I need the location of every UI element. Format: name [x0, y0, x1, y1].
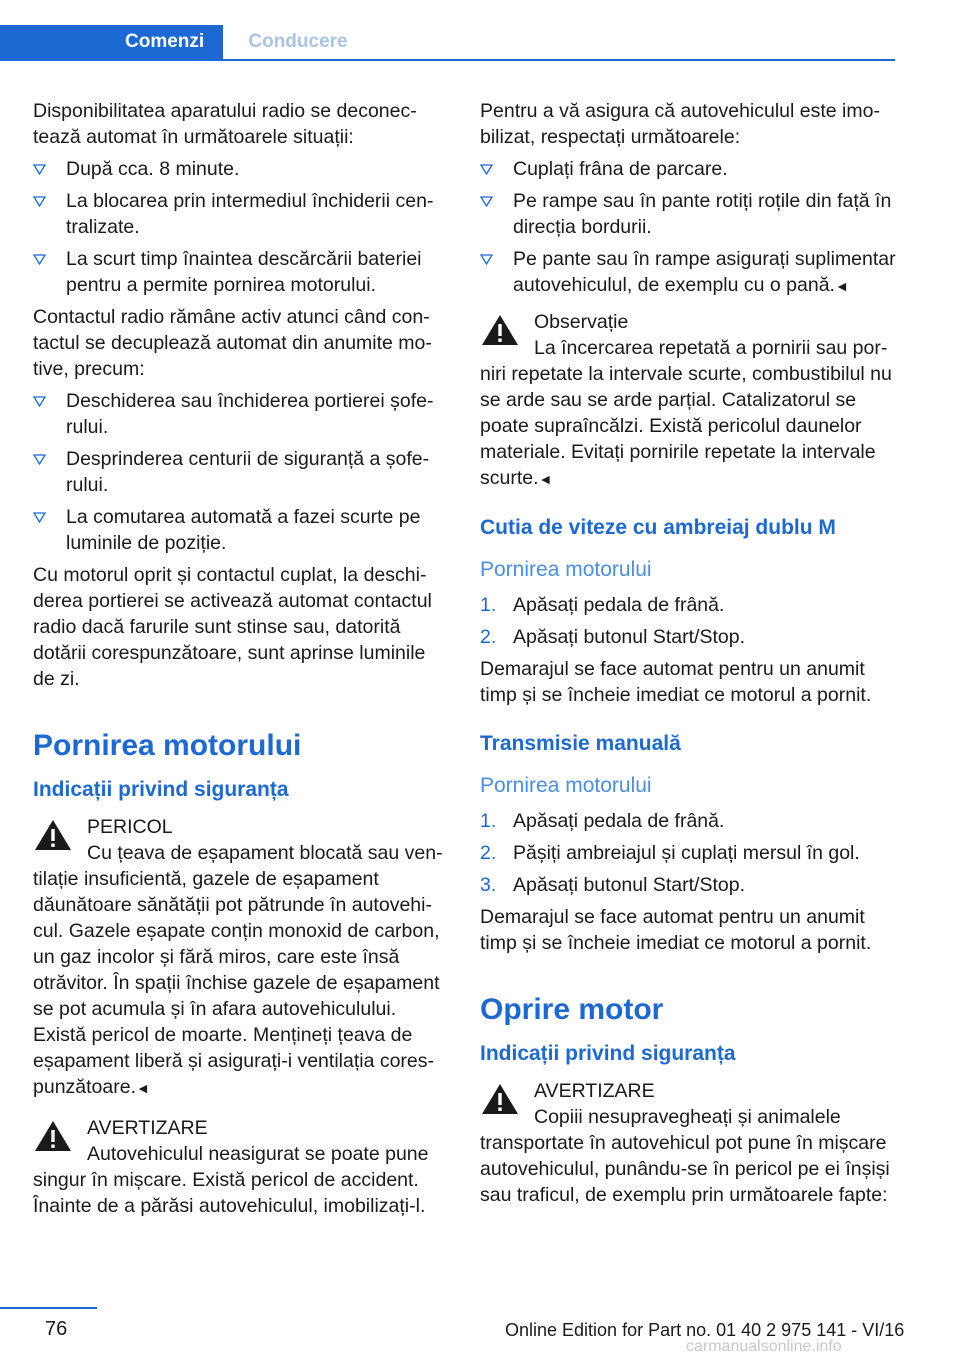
notice-title: PERICOL: [87, 816, 173, 838]
warning-notice: [480, 1078, 898, 1208]
bullet-list: [33, 388, 448, 556]
paragraph: Disponibilitatea aparatului radio se deconectează automat în următoarele situații:: [33, 100, 417, 148]
list-item: Desprinderea centurii de siguranță a șoferului.: [33, 446, 448, 498]
chapter-tab-bar: [0, 25, 895, 61]
list-item: La comutarea automată a fazei scurte pe luminile de poziție.: [33, 504, 448, 556]
list-item: Cuplați frâna de parcare.: [480, 156, 898, 182]
warning-notice: [33, 1115, 448, 1219]
section-heading: Pornirea motorului: [33, 729, 302, 762]
notice-text: Autovehiculul neasigurat se poate pune singur în mișcare. Există pericol de accident. Înainte de a părăsi autovehiculul, imobilizați-l.: [33, 1143, 429, 1217]
tab-comenzi-label: Comenzi: [125, 31, 205, 52]
triangle-bullet-icon: [33, 446, 47, 472]
right-column: [480, 98, 898, 1214]
note-notice: [480, 309, 898, 492]
triangle-bullet-icon: [33, 188, 47, 214]
list-item: 3. Apăsați butonul Start/Stop.: [480, 874, 745, 896]
numbered-list: [480, 592, 898, 650]
numbered-list: [480, 808, 898, 898]
step-number: 2.: [480, 626, 497, 648]
list-item: La blocarea prin intermediul închiderii centralizate.: [33, 188, 448, 240]
list-item: După cca. 8 minute.: [33, 156, 448, 182]
warning-triangle-icon: [480, 313, 520, 347]
paragraph: Contactul radio rămâne activ atunci când contactul se decuplează automat din anumite motive, precum:: [33, 306, 432, 380]
step-number: 3.: [480, 874, 497, 896]
page-number-rule: [0, 1307, 97, 1309]
end-mark: ◄: [834, 278, 849, 294]
step-number: 1.: [480, 810, 497, 832]
page-number: 76: [45, 1318, 68, 1340]
warning-triangle-icon: [33, 1119, 73, 1153]
sub-subsection-heading: Pornirea motorului: [480, 558, 652, 581]
warning-triangle-icon: [33, 818, 73, 852]
list-item: Pe pante sau în rampe asigurați suplimentar autovehiculul, de exemplu cu o pană.◄: [480, 246, 898, 299]
danger-notice: [33, 814, 448, 1101]
paragraph: Pentru a vă asigura că autovehiculul este imobilizat, respectați următoarele:: [480, 100, 880, 148]
left-column: [33, 98, 448, 1225]
tab-conducere-label: Conducere: [248, 31, 348, 52]
triangle-bullet-icon: [480, 188, 494, 214]
notice-text: Cu țeava de eșapament blocată sau ventilație insuficientă, gazele de eșapament dăunătoare sănătății pot pătrunde în autovehicul. Gazele eșapate conțin monoxid de carbon, un gaz incolor și fără miros, care este însă otrăvitor. În spații închise gazele de eșapament se pot acumula și în afara autovehiculului. Există pericol de moarte. Mențineți țeava de eșapament liberă și asigurați-i ventilația corespunzătoare.: [33, 842, 443, 1098]
notice-title: AVERTIZARE: [534, 1080, 655, 1102]
tab-comenzi[interactable]: [0, 25, 223, 59]
triangle-bullet-icon: [33, 156, 47, 182]
list-item: 2. Apăsați butonul Start/Stop.: [480, 626, 745, 648]
list-item: La scurt timp înaintea descărcării bateriei pentru a permite pornirea motorului.: [33, 246, 448, 298]
notice-text: La încercarea repetată a pornirii sau porniri repetate la intervale scurte, combustibilul nu se arde sau se arde parțial. Catalizatorul se poate supraîncălzi. Există pericolul daunelor materiale. Evitați pornirile repetate la intervale scurte.: [480, 337, 892, 489]
triangle-bullet-icon: [33, 388, 47, 414]
triangle-bullet-icon: [33, 246, 47, 272]
subsection-heading: Transmisie manuală: [480, 732, 681, 755]
tab-conducere[interactable]: [223, 25, 373, 59]
list-item: 1. Apăsați pedala de frână.: [480, 810, 725, 832]
paragraph: Demarajul se face automat pentru un anumit timp și se încheie imediat ce motorul a pornit.: [480, 658, 872, 706]
warning-triangle-icon: [480, 1082, 520, 1116]
notice-title: AVERTIZARE: [87, 1117, 208, 1139]
paragraph: Demarajul se face automat pentru un anumit timp și se încheie imediat ce motorul a pornit.: [480, 906, 872, 954]
tab-bar-underline: [0, 59, 895, 61]
end-mark: ◄: [538, 471, 553, 487]
step-number: 2.: [480, 842, 497, 864]
watermark: carmanualsonline.info: [686, 1338, 842, 1355]
subsection-heading: Indicații privind siguranța: [33, 778, 289, 801]
bullet-list: [33, 156, 448, 298]
triangle-bullet-icon: [480, 156, 494, 182]
bullet-list: [480, 156, 898, 299]
section-heading: Oprire motor: [480, 993, 664, 1026]
list-item: Deschiderea sau închiderea portierei șoferului.: [33, 388, 448, 440]
notice-text: Copiii nesupravegheați și animalele transportate în autovehicul pot pune în mișcare autovehiculul, punându-se în pericol pe ei înșiși sau traficul, de exemplu prin următoarele fapte:: [480, 1106, 890, 1206]
subsection-heading: Cutia de viteze cu ambreiaj dublu M: [480, 516, 836, 539]
triangle-bullet-icon: [480, 246, 494, 272]
edition-footer: Online Edition for Part no. 01 40 2 975 141 - VI/16: [505, 1320, 905, 1340]
list-item: 2. Pășiți ambreiajul și cuplați mersul în gol.: [480, 842, 860, 864]
triangle-bullet-icon: [33, 504, 47, 530]
paragraph: Cu motorul oprit și contactul cuplat, la deschiderea portierei se activează automat contactul radio dacă farurile sunt stinse sau, datorită dotării corespunzătoare, sunt aprinse luminile de zi.: [33, 564, 432, 690]
list-item: 1. Apăsați pedala de frână.: [480, 594, 725, 616]
list-item: Pe rampe sau în pante rotiți roțile din față în direcția bordurii.: [480, 188, 898, 240]
step-number: 1.: [480, 594, 497, 616]
sub-subsection-heading: Pornirea motorului: [480, 774, 652, 797]
subsection-heading: Indicații privind siguranța: [480, 1042, 736, 1065]
notice-title: Observație: [534, 311, 629, 333]
end-mark: ◄: [136, 1080, 150, 1096]
